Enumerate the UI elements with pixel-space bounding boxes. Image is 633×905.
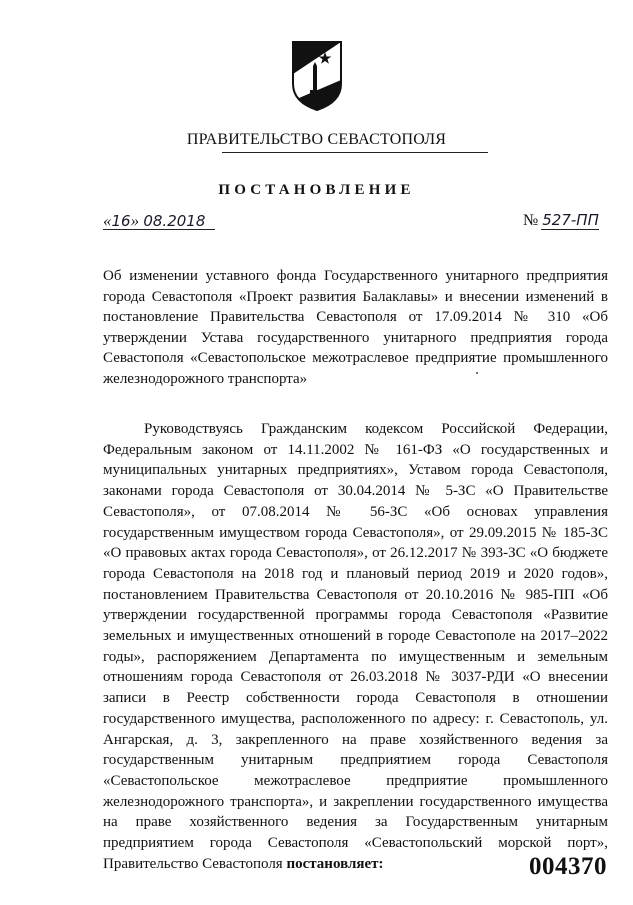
document-number [523,211,599,230]
date-underline [103,229,215,230]
title-underline [222,152,488,153]
date-open-quote: « [103,211,112,230]
organization-title: ПРАВИТЕЛЬСТВО СЕВАСТОПОЛЯ [186,131,447,148]
preamble-paragraph [103,419,608,874]
preamble-text: Руководствуясь Гражданским кодексом Российской Федерации, Федеральным законом от 14.11.2002 № 161-ФЗ «О государственных и муниципальных унитарных предприятиях», Уставом города Севастополя, законами города Севастополя от 30.04.2014 № 5-ЗС «О Правительстве Севастополя», от 07.08.2014 № 56-ЗС «Об основах управления государственным имуществом города Севастополя», от 29.09.2015 № 185-ЗС «О правовых актах города Севастополя», от 26.12.2017 № 393-ЗС «О бюджете города Севастополя на 2018 год и плановый период 2019 и 2020 годов», постановлением Правительства Севастополя от 20.10.2016 № 985-ПП «Об утверждении государственной программы города Севастополя «Развитие земельных и имущественных отношений в городе Севастополе на 2017–2022 годы», распоряжением Департамента по имущественным и земельным отношениям города Севастополя от 26.03.2018 № 3037-РДИ «О внесении записи в Реестр собственности города Севастополя в отношении государственного имущества, расположенного по адресу: г. Севастополь, ул. Ангарская, д. 3, закрепленного на праве хозяйственного ведения за государственным унитарным предприятием города Севастополя «Севастопольское межотраслевое предприятие промышленного железнодорожного транспорта», и закреплении государственного имущества на праве хозяйственного ведения за Государственным унитарным предприятием города Севастополя «Севастопольский морской порт», Правительство Севастополя [103,421,608,872]
scan-speck [476,372,478,374]
document-subject: Об изменении уставного фонда Государственного унитарного предприятия города Севастополя «Проект развития Балаклавы» и внесении изменений в постановление Правительства Севастополя от 17.09.2014 № 310 «Об утверждении Устава государственного унитарного предприятия города Севастополя «Севастопольское межотраслевое предприятие промышленного железнодорожного транспорта» [103,268,608,387]
date-day: 16 [111,212,131,230]
number-sign: № [523,212,539,229]
date-month-year: 08.2018 [143,212,206,230]
operative-verb: постановляет: [286,855,384,872]
document-date [103,211,205,231]
serial-number: 004370 [529,853,607,880]
document-type-heading: ПОСТАНОВЛЕНИЕ [218,182,415,198]
number-value: 527-ПП [542,211,599,229]
sevastopol-coat-of-arms-emblem [291,40,343,112]
date-close-quote: » [130,211,140,230]
number-underline [541,229,599,230]
